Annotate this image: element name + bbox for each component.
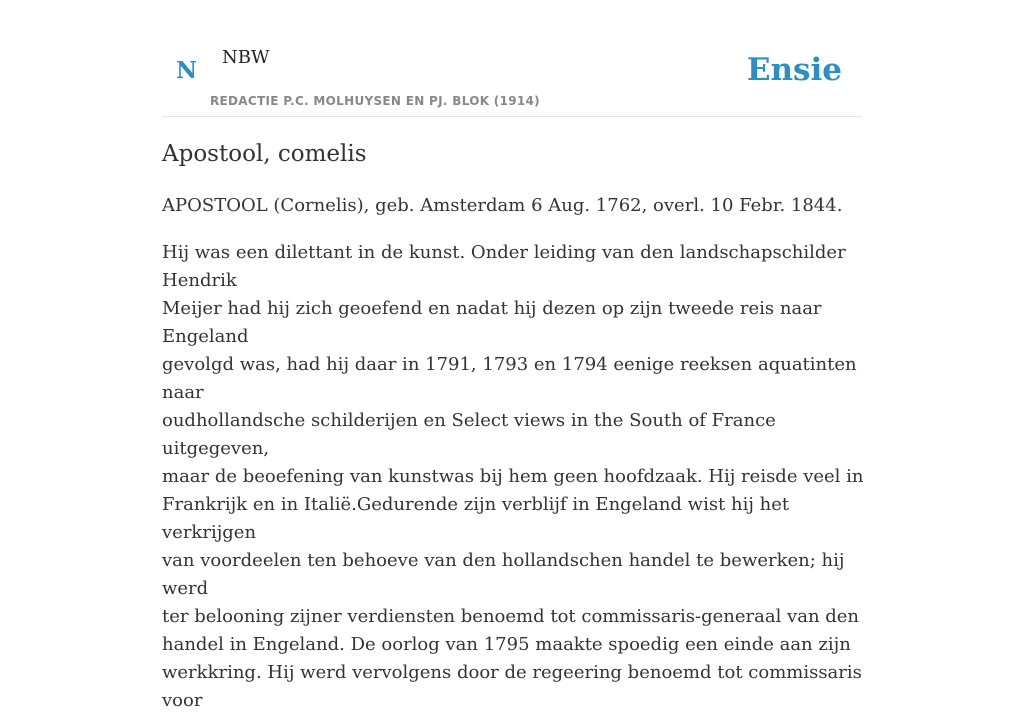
source-title[interactable]: NBW: [222, 47, 270, 68]
source-editors: REDACTIE P.C. MOLHUYSEN EN PJ. BLOK (1914): [210, 94, 540, 108]
article-title: Apostool, comelis: [162, 141, 367, 167]
source-logo[interactable]: N: [176, 57, 198, 84]
article-paragraph: APOSTOOL (Cornelis), geb. Amsterdam 6 Aug. 1762, overl. 10 Febr. 1844.: [162, 195, 843, 216]
source-header: [162, 0, 862, 117]
ensie-logo[interactable]: Ensie: [746, 52, 842, 88]
article-paragraph: Hij was een dilettant in de kunst. Onder leiding van den landschapschilder Hendrik Meijer had hij zich geoefend en nadat hij dezen op zijn tweede reis naar Engeland gevolgd was, had hij daar in 1791, 1793 en 1794 eenige reeksen aquatinten naar oudhollandsche schilderijen en Select views in the South of France uitgegeven, maar de beoefening van kunstwas bij hem geen hoofdzaak. Hij reisde veel in Frankrijk en in Italië.Gedurende zijn verblijf in Engeland wist hij het verkrijgen van voordeelen ten behoeve van den hollandschen handel te bewerken; hij werd ter belooning zijner verdiensten benoemd tot commissaris-generaal van den handel in Engeland. De oorlog van 1795 maakte spoedig een einde aan zijn werkkring. Hij werd vervolgens door de regeering benoemd tot commissaris voor: [162, 242, 864, 711]
article: [162, 136, 864, 715]
